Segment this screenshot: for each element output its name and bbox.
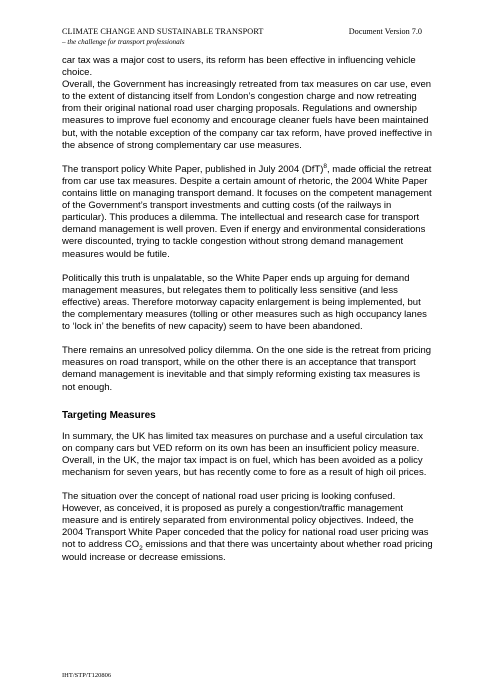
paragraph-7-text-b: emissions and that there was uncertainty about whether road pricing would increase or decrease emissions. (62, 539, 433, 563)
paragraph-2: Overall, the Government has increasingly retreated from tax measures on car use, even to the extent of distancing itself from London’s congestion charge and now retreating from their original national road user charging proposals. Regulations and ownership measures to improve fuel economy and encourage cleaner fuels have been maintained but, with the notable exception of the company car tax reform, have proved ineffective in the absence of strong complementary car use measures. (62, 79, 433, 151)
section-heading: Targeting Measures (62, 409, 156, 421)
paragraph-7 (62, 491, 434, 564)
paragraph-6: In summary, the UK has limited tax measures on purchase and a useful circulation tax on company cars but VED reform on its own has been an insufficient policy measure. Overall, in the UK, the major tax impact is on fuel, which has been avoided as a policy mechanism for seven years, but has recently come to fore as a result of high oil prices. (62, 430, 427, 478)
document-version: Document Version 7.0 (348, 27, 422, 36)
paragraph-7-text-a: The situation over the concept of national road user pricing is looking confused. However, as conceived, it is proposed as purely a congestion/traffic management measure and is entirely separated from environmental policy objectives. Indeed, the 2004 Transport White Paper conceded that the policy for national road user pricing was not to address CO (62, 491, 429, 551)
paragraph-4: Politically this truth is unpalatable, so the White Paper ends up arguing for demand management measures, but relegates them to politically less sensitive (and less effective) areas. Therefore motorway capacity enlargement is being implemented, but the complementary measures (tolling or other measures such as high occupancy lanes to ‘lock in’ the benefits of new capacity) seem to have been abandoned. (62, 272, 427, 333)
paragraph-3-text-b: , made official the retreat from car use tax measures. Despite a certain amount of rhetoric, the 2004 White Paper contains little on managing transport demand. It focuses on the competent management of the Government’s transport investments and cutting costs (of the railways in particular). This produces a dilemma. The intellectual and research case for transport demand management is well proven. Even if energy and environmental considerations were discounted, trying to tackle congestion without strong demand management measures would be futile. (62, 163, 432, 260)
subscript-2: 2 (139, 545, 143, 553)
paragraph-3 (62, 164, 434, 261)
paragraph-3-text-a: The transport policy White Paper, published in July 2004 (DfT) (62, 163, 324, 175)
paragraph-5: There remains an unresolved policy dilemma. On the one side is the retreat from pricing measures on road transport, while on the other there is an acceptance that transport demand management is inevitable and that simply reforming existing tax measures is not enough. (62, 345, 432, 393)
footer-reference: IHT/STP/T120806 (62, 672, 112, 679)
paragraph-1: car tax was a major cost to users, its reform has been effective in influencing vehicle choice. (62, 55, 416, 79)
header-subtitle: – the challenge for transport professionals (62, 38, 185, 46)
header-title: CLIMATE CHANGE AND SUSTAINABLE TRANSPORT (62, 27, 264, 36)
document-body (62, 55, 434, 576)
running-header (62, 27, 263, 47)
footnote-reference: 8 (323, 162, 328, 170)
